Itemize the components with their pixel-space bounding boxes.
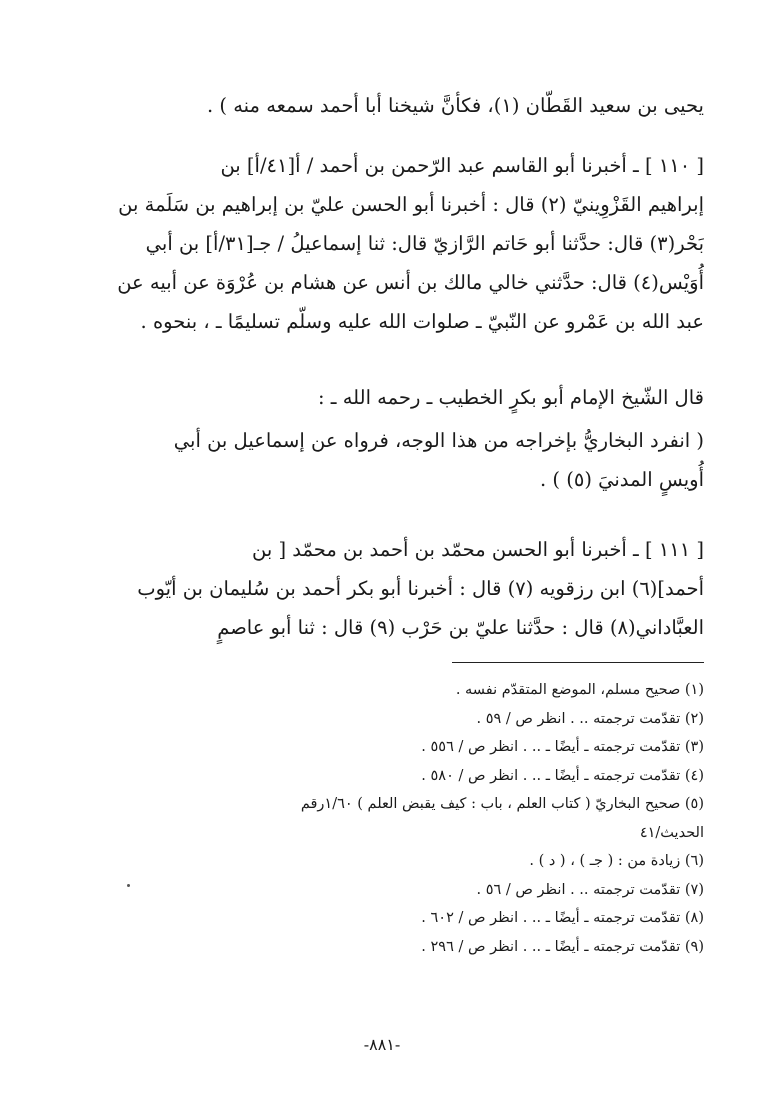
text-line: أحمد](٦) ابن رزقويه (٧) قال : أخبرنا أبو بكر أحمد بن سُليمان بن أيّوب [137, 577, 704, 600]
text-line: العبَّاداني(٨) قال : حدَّثنا عليّ بن حَرْب (٩) قال : ثنا أبو عاصمٍ [217, 616, 704, 639]
footnote-item: (٨) تقدّمت ترجمته ـ أيضًا ـ .. . انظر ص / ٦٠٢ . [421, 910, 704, 926]
text-line: أُوَيْس(٤) قال: حدَّثني خالي مالك بن أنس عن هشام بن عُرْوَة عن أبيه عن [117, 271, 704, 294]
footnote-divider [452, 662, 704, 663]
footnote-item: (٥) صحيح البخاريّ ( كتاب العلم ، باب : كيف يقبض العلم ) ١/٦٠رقم [300, 796, 704, 812]
footnote-item: (٣) تقدّمت ترجمته ـ أيضًا ـ .. . انظر ص / ٥٥٦ . [421, 739, 704, 755]
hadith-111 [96, 530, 704, 647]
text-line: قال الشّيخ الإمام أبو بكرٍ الخطيب ـ رحمه الله ـ : [318, 386, 704, 409]
text-line: ( انفرد البخاريُّ بإخراجه من هذا الوجه، فرواه عن إسماعيل بن أبي [173, 429, 704, 452]
footnotes [100, 676, 704, 961]
footnote-item: (١) صحيح مسلم، الموضع المتقدّم نفسه . [455, 682, 704, 698]
text-line: إبراهيم القَزْوِينيّ (٢) قال : أخبرنا أبو الحسن عليّ بن إبراهيم بن سَلَمة بن [118, 193, 704, 216]
text-line: [ ١١١ ] ـ أخبرنا أبو الحسن محمّد بن أحمد بن محمّد [ بن [251, 538, 704, 561]
text-line: عبد الله بن عَمْرو عن النّبيّ ـ صلوات الله عليه وسلّم تسليمًا ـ ، بنحوه . [140, 310, 704, 333]
footnote-item: (٢) تقدّمت ترجمته .. . انظر ص / ٥٩ . [476, 710, 704, 727]
page-number: -٨٨١- [363, 1035, 401, 1054]
text-line: يحيى بن سعيد القَطّان (١)، فكأنَّ شيخنا أبا أحمد سمعه منه ) . [207, 94, 704, 117]
text-line: [ ١١٠ ] ـ أخبرنا أبو القاسم عبد الرّحمن بن أحمد / أ[٤١/أ] بن [220, 154, 704, 177]
text-line: أُويسٍ المدنيَ (٥) ) . [540, 468, 704, 491]
text-line: بَحْر(٣) قال: حدَّثنا أبو حَاتم الرَّازيّ قال: ثنا إسماعيلُ / جـ[٣١/أ] بن أبي [145, 232, 704, 255]
footnote-item: (٩) تقدّمت ترجمته ـ أيضًا ـ .. . انظر ص / ٢٩٦ . [421, 938, 704, 955]
stray-mark [127, 884, 130, 887]
footnote-item: (٤) تقدّمت ترجمته ـ أيضًا ـ .. . انظر ص / ٥٨٠ . [421, 767, 704, 784]
footnote-item: (٦) زيادة من : ( جـ ) ، ( د ) . [529, 853, 704, 869]
footnote-item: الحديث/٤١ [639, 824, 704, 841]
footnote-item: (٧) تقدّمت ترجمته .. . انظر ص / ٥٦ . [476, 881, 704, 898]
top-paragraph [96, 86, 704, 125]
hadith-110 [96, 146, 704, 341]
khatib-note [96, 378, 704, 499]
